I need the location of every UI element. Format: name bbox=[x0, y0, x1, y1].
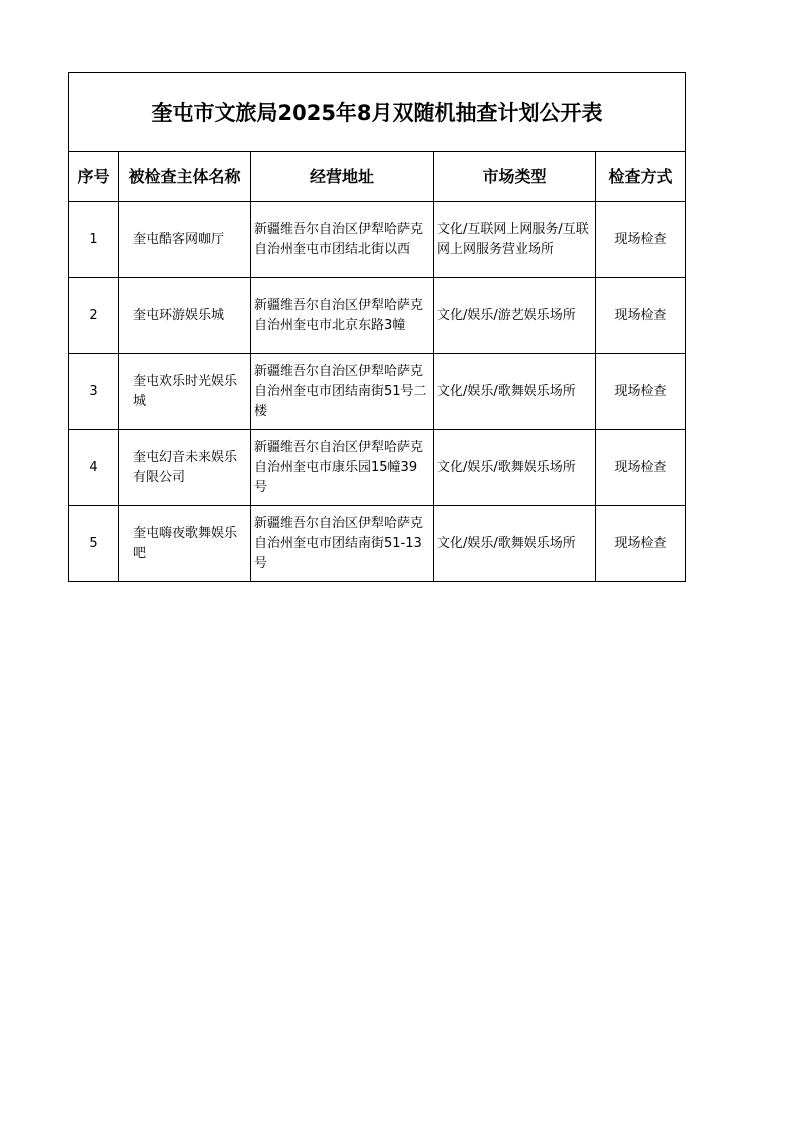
row-market-type: 文化/娱乐/歌舞娱乐场所 bbox=[434, 506, 596, 582]
row-index: 5 bbox=[69, 506, 119, 582]
row-address: 新疆维吾尔自治区伊犁哈萨克自治州奎屯市北京东路3幢 bbox=[251, 278, 434, 354]
table-row bbox=[69, 506, 686, 582]
title-row bbox=[69, 73, 686, 152]
column-header-market-type: 市场类型 bbox=[434, 152, 596, 202]
row-subject: 奎屯幻音未来娱乐有限公司 bbox=[119, 430, 251, 506]
row-method: 现场检查 bbox=[596, 202, 686, 278]
inspection-plan-sheet bbox=[68, 72, 686, 582]
row-method: 现场检查 bbox=[596, 506, 686, 582]
row-subject: 奎屯欢乐时光娱乐城 bbox=[119, 354, 251, 430]
inspection-plan-table bbox=[68, 72, 686, 582]
table-row bbox=[69, 354, 686, 430]
table-row bbox=[69, 202, 686, 278]
row-address: 新疆维吾尔自治区伊犁哈萨克自治州奎屯市康乐园15幢39号 bbox=[251, 430, 434, 506]
row-subject: 奎屯嗨夜歌舞娱乐吧 bbox=[119, 506, 251, 582]
row-address: 新疆维吾尔自治区伊犁哈萨克自治州奎屯市团结北街以西 bbox=[251, 202, 434, 278]
row-address: 新疆维吾尔自治区伊犁哈萨克自治州奎屯市团结南街51号二楼 bbox=[251, 354, 434, 430]
row-market-type: 文化/娱乐/歌舞娱乐场所 bbox=[434, 354, 596, 430]
row-subject: 奎屯酷客网咖厅 bbox=[119, 202, 251, 278]
row-address: 新疆维吾尔自治区伊犁哈萨克自治州奎屯市团结南街51-13号 bbox=[251, 506, 434, 582]
row-method: 现场检查 bbox=[596, 430, 686, 506]
row-market-type: 文化/互联网上网服务/互联网上网服务营业场所 bbox=[434, 202, 596, 278]
column-header-method: 检查方式 bbox=[596, 152, 686, 202]
table-row bbox=[69, 430, 686, 506]
row-subject: 奎屯环游娱乐城 bbox=[119, 278, 251, 354]
table-row bbox=[69, 278, 686, 354]
row-method: 现场检查 bbox=[596, 278, 686, 354]
row-index: 3 bbox=[69, 354, 119, 430]
column-header-index: 序号 bbox=[69, 152, 119, 202]
row-index: 4 bbox=[69, 430, 119, 506]
row-index: 1 bbox=[69, 202, 119, 278]
header-row bbox=[69, 152, 686, 202]
column-header-address: 经营地址 bbox=[251, 152, 434, 202]
row-index: 2 bbox=[69, 278, 119, 354]
row-market-type: 文化/娱乐/游艺娱乐场所 bbox=[434, 278, 596, 354]
row-market-type: 文化/娱乐/歌舞娱乐场所 bbox=[434, 430, 596, 506]
column-header-subject: 被检查主体名称 bbox=[119, 152, 251, 202]
page-title: 奎屯市文旅局2025年8月双随机抽查计划公开表 bbox=[69, 73, 686, 152]
row-method: 现场检查 bbox=[596, 354, 686, 430]
